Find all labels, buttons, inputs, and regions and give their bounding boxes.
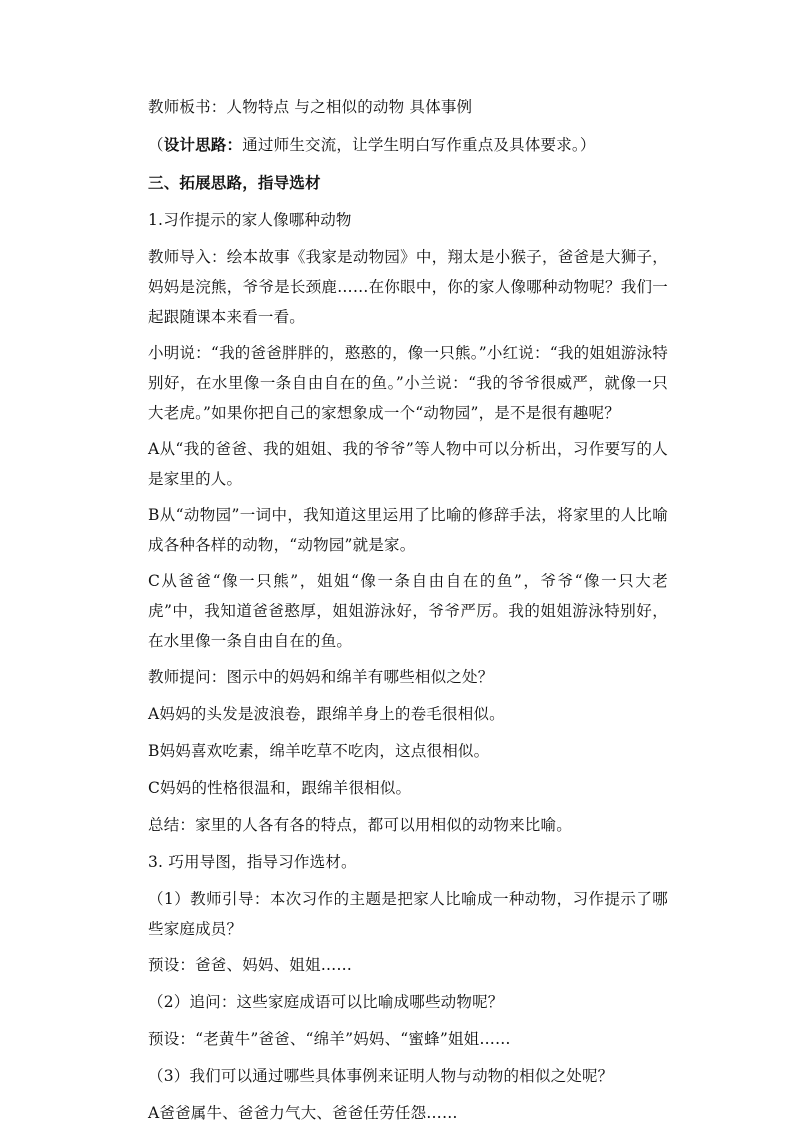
answer-c: C妈妈的性格很温和，跟绵羊很相似。 xyxy=(148,779,412,797)
teacher-question: 教师提问：图示中的妈妈和绵羊有哪些相似之处？ xyxy=(148,668,494,686)
design-idea-open-paren: （ xyxy=(148,136,164,154)
analysis-c: C从爸爸“像一只熊”，姐姐“像一条自由自在的鱼”，爷爷“像一只大老虎”中，我知道爸爸憨厚，姐姐游泳好，爷爷严厉。我的姐姐游泳特别好，在水里像一条自由自在的鱼。 xyxy=(148,572,668,650)
analysis-a: A从“我的爸爸、我的姐姐、我的爷爷”等人物中可以分析出，习作要写的人是家里的人。 xyxy=(148,440,668,488)
design-idea-text: 通过师生交流，让学生明白写作重点及具体要求。） xyxy=(242,136,596,154)
answer-a: A妈妈的头发是波浪卷，跟绵羊身上的卷毛很相似。 xyxy=(148,705,505,723)
subheading-3: 3. 巧用导图，指导习作选材。 xyxy=(148,853,357,871)
design-idea-label: 设计思路： xyxy=(163,135,243,154)
design-idea-line xyxy=(148,129,668,161)
document-body xyxy=(148,92,668,1135)
section-heading-text: 三、拓展思路，指导选材 xyxy=(148,173,321,192)
paragraph-intro: 教师导入：绘本故事《我家是动物园》中，翔太是小猴子，爸爸是大狮子，妈妈是浣熊，爷爷是长颈鹿……在你眼中，你的家人像哪种动物呢？我们一起跟随课本来看一看。 xyxy=(148,248,668,326)
answer-b: B妈妈喜欢吃素，绵羊吃草不吃肉，这点很相似。 xyxy=(148,742,490,760)
subheading-1: 1.习作提示的家人像哪种动物 xyxy=(148,211,352,229)
preset-answer-1: 预设：爸爸、妈妈、姐姐…… xyxy=(148,956,353,974)
analysis-b: B从“动物园”一词中，我知道这里运用了比喻的修辞手法，将家里的人比喻成各种各样的动物，“动物园”就是家。 xyxy=(148,506,668,554)
example-a: A爸爸属牛、爸爸力气大、爸爸任劳任怨…… xyxy=(148,1104,458,1122)
preset-answer-2: 预设：“老黄牛”爸爸、“绵羊”妈妈、“蜜蜂”姐姐…… xyxy=(148,1030,511,1048)
teacher-board-line: 教师板书：人物特点 与之相似的动物 具体事例 xyxy=(148,98,473,116)
section-heading xyxy=(148,167,668,199)
guide-question-2: （2）追问：这些家庭成语可以比喻成哪些动物呢？ xyxy=(148,993,504,1011)
guide-question-1: （1）教师引导：本次习作的主题是把家人比喻成一种动物，习作提示了哪些家庭成员？ xyxy=(148,890,668,938)
summary-line: 总结：家里的人各有各的特点，都可以用相似的动物来比喻。 xyxy=(148,816,572,834)
paragraph-quotes: 小明说：“我的爸爸胖胖的，憨憨的，像一只熊。”小红说：“我的姐姐游泳特别好，在水里像一条自由自在的鱼。”小兰说：“我的爷爷很威严，就像一只大老虎。”如果你把自己的家想象成一个“动物园”，是不是很有趣呢？ xyxy=(148,344,668,422)
guide-question-3: （3）我们可以通过哪些具体事例来证明人物与动物的相似之处呢？ xyxy=(148,1067,614,1085)
